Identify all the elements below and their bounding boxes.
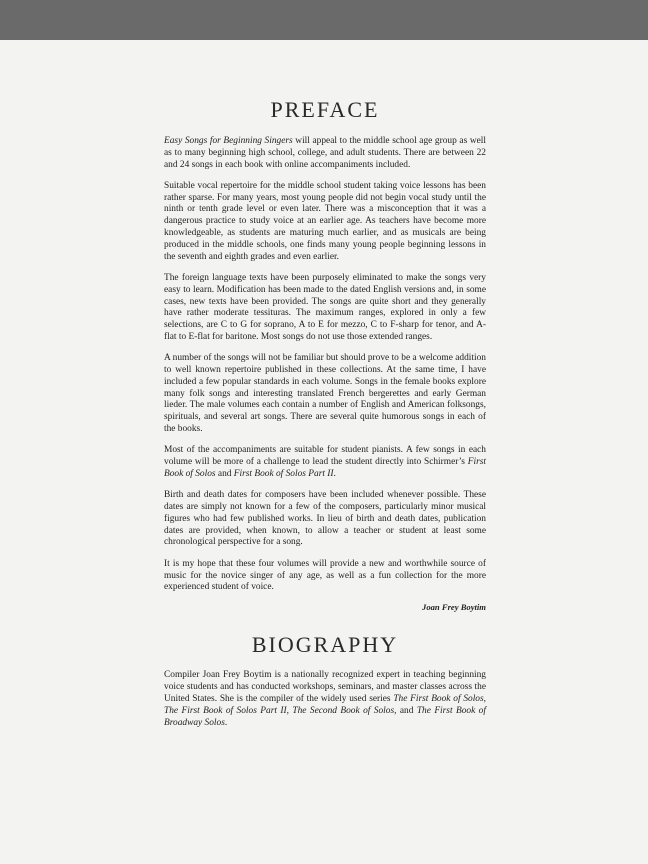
document-page [0,40,648,864]
book-title-easy-songs: Easy Songs for Beginning Singers [164,136,293,146]
book-title-first-book-of-solos-part-2: First Book of Solos Part II [233,468,334,479]
preface-paragraph-5-text-e: . [333,468,336,479]
preface-paragraph-4: A number of the songs will not be familiar but should prove to be a welcome addition to well known repertoire published in these collections. At the same time, I have included a few popular standards in each volume. Songs in the female books explore many folk songs and interesting translated French bergerettes and early German lieder. The male volumes each contain a number of English and American folksongs, spirituals, and several art songs. There are several quite humorous songs in each of the books. [164,353,486,435]
preface-signature: Joan Frey Boytim [422,601,486,612]
preface-paragraph-2: Suitable vocal repertoire for the middle school student taking voice lessons has been rather sparse. For many years, most young people did not begin vocal study until the ninth or tenth grade level or even later. There was a misconception that it was a dangerous practice to study voice at an earlier age. As teachers have become more knowledgeable, as students are maturing much earlier, and as musicals are being produced in the middle schools, one finds many young people beginning lessons in the seventh and eighth grades and even earlier. [164,180,486,262]
preface-paragraph-3: The foreign language texts have been purposely eliminated to make the songs very easy to learn. Modification has been made to the dated English versions and, in some cases, new texts have been provided. The songs are quite short and they generally have rather moderate tessituras. The maximum ranges, explored in only a few selections, are C to G for soprano, A to E for mezzo, C to F-sharp for tenor, and A-flat to E-flat for baritone. Most songs do not use those extended ranges. [164,272,486,342]
page-content [164,98,486,739]
preface-paragraph-1 [164,136,486,171]
biography-paragraph [164,670,486,729]
biography-text-c: and [396,705,417,716]
preface-heading: PREFACE [270,97,380,122]
biography-book-titles: The First Book of Solos, The First Book of Solos Part II, The Second Book of Solos, [164,693,486,716]
preface-paragraph-7: It is my hope that these four volumes will provide a new and worthwhile source of music for the novice singer of any age, as well as a fun collection for the more experienced student of voice. [164,558,486,593]
biography-heading: BIOGRAPHY [251,632,399,658]
book-title-first-book-of-solos: First Book of Solos [164,457,486,479]
preface-paragraph-5-text-a: Most of the accompaniments are suitable for student pianists. A few songs in each volume will be more of a challenge to lead the student directly into Schirmer’s [164,445,486,468]
top-bar [0,0,648,40]
preface-paragraph-5-text-c: and [215,468,234,479]
biography-text-e: . [224,717,228,728]
biography-text-a: Compiler Joan Frey Boytim is a nationally recognized expert in teaching beginning voice students and has conducted workshops, seminars, and master classes across the United States. She is the compiler of the widely used series [164,670,486,704]
preface-paragraph-1-text: will appeal to the middle school age group as well as to many beginning high school, college, and adult students. There are between 22 and 24 songs in each book with online accompaniments included. [164,136,486,170]
preface-paragraph-5 [164,445,486,480]
preface-paragraph-6: Birth and death dates for composers have been included whenever possible. These dates are simply not known for a few of the composers, particularly minor musical figures who had few published works. In lieu of birth and death dates, publication dates are provided, when known, to allow a teacher or student at least some chronological perspective for a song. [164,490,486,548]
biography-book-title-broadway: The First Book of Broadway Solos [164,705,486,728]
